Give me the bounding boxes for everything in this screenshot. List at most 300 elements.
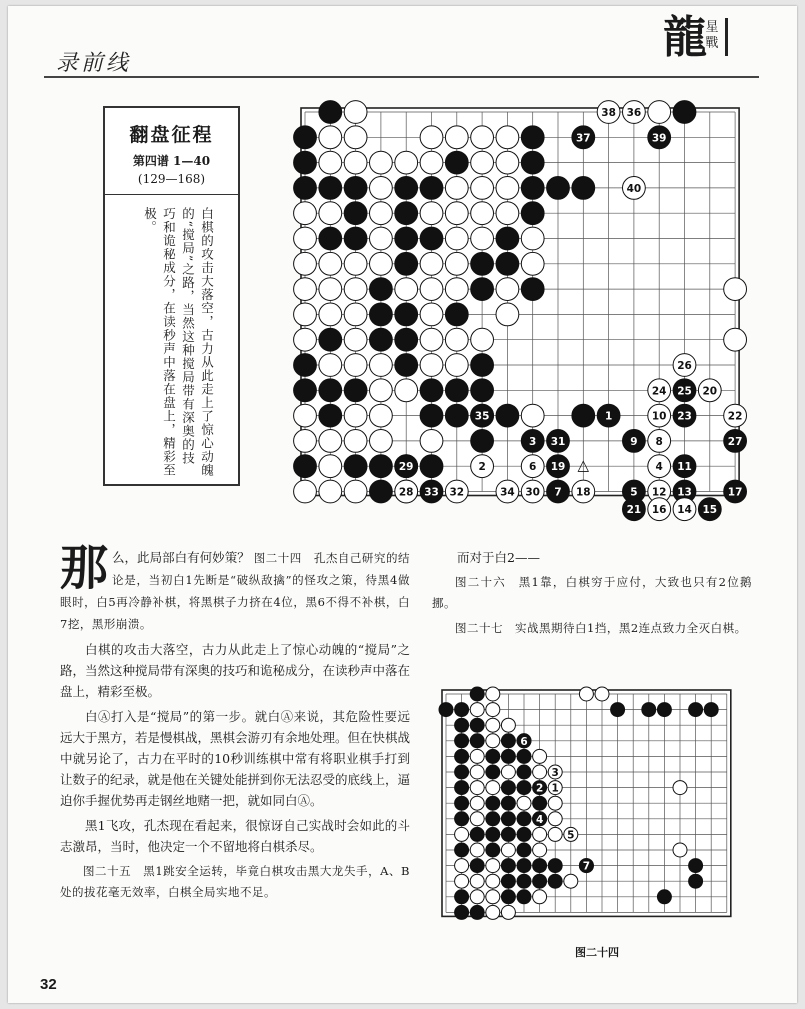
white-stone [370, 404, 393, 427]
white-stone [471, 328, 494, 351]
black-stone [370, 303, 393, 326]
white-stone [319, 430, 342, 453]
black-stone [471, 278, 494, 301]
move-label: 33 [424, 486, 439, 499]
go-board-figure24 [438, 684, 756, 942]
page-number: 32 [40, 976, 57, 993]
black-stone [344, 227, 367, 250]
white-stone [395, 278, 418, 301]
white-stone [344, 430, 367, 453]
white-stone [319, 455, 342, 478]
white-stone [724, 328, 747, 351]
white-stone [470, 843, 484, 857]
black-stone [572, 177, 595, 200]
white-stone [486, 734, 500, 748]
white-stone [496, 202, 519, 225]
move-label: 1 [604, 410, 613, 423]
move-label: 22 [727, 410, 743, 423]
move-label: 2 [478, 461, 486, 474]
black-stone [395, 252, 418, 275]
white-stone [445, 252, 468, 275]
black-stone [486, 827, 500, 841]
black-stone [455, 812, 469, 826]
white-stone [648, 101, 671, 124]
white-stone [344, 278, 367, 301]
white-stone [294, 227, 317, 250]
black-stone [471, 354, 494, 377]
move-label: 35 [474, 410, 490, 423]
move-label: 39 [651, 132, 667, 145]
black-stone [470, 734, 484, 748]
white-stone [395, 379, 418, 402]
black-stone [517, 843, 531, 857]
white-stone [319, 303, 342, 326]
white-stone [724, 278, 747, 301]
white-stone [471, 227, 494, 250]
white-stone [344, 328, 367, 351]
white-stone [496, 126, 519, 149]
sidebar-range: (129—168) [137, 172, 206, 186]
white-stone [445, 177, 468, 200]
white-stone [319, 202, 342, 225]
white-stone [319, 278, 342, 301]
white-stone [533, 843, 547, 857]
white-stone [370, 151, 393, 174]
black-stone [572, 404, 595, 427]
move-label: 38 [601, 107, 616, 119]
white-stone [370, 430, 393, 453]
white-stone [445, 126, 468, 149]
black-stone [657, 703, 671, 717]
move-label: 2 [535, 782, 544, 795]
black-stone [294, 151, 317, 174]
move-label: 21 [626, 504, 642, 517]
move-label: 17 [727, 486, 743, 499]
white-stone [370, 252, 393, 275]
article-column-left [60, 540, 411, 907]
move-label: 7 [554, 486, 562, 499]
white-stone [370, 379, 393, 402]
white-stone [294, 328, 317, 351]
black-stone [657, 890, 671, 904]
black-stone [517, 749, 531, 763]
black-stone [517, 874, 531, 888]
black-stone [470, 859, 484, 873]
move-label: 27 [727, 435, 743, 448]
black-stone [521, 126, 544, 149]
black-stone [689, 703, 703, 717]
white-stone [496, 177, 519, 200]
black-stone [445, 379, 468, 402]
move-label: 7 [582, 860, 591, 873]
black-stone [395, 202, 418, 225]
move-label: 36 [626, 107, 642, 119]
move-label: 26 [677, 360, 692, 372]
move-label: 32 [449, 486, 465, 499]
white-stone [486, 859, 500, 873]
white-stone [470, 812, 484, 826]
move-label: 6 [529, 461, 537, 474]
black-stone [455, 796, 469, 810]
white-stone [521, 404, 544, 427]
black-stone [470, 905, 484, 919]
black-stone [704, 703, 718, 717]
white-stone [294, 404, 317, 427]
white-stone [521, 252, 544, 275]
black-stone [395, 303, 418, 326]
black-stone [395, 177, 418, 200]
black-stone [319, 227, 342, 250]
white-stone [370, 202, 393, 225]
magazine-page [8, 6, 797, 1003]
white-stone [319, 151, 342, 174]
white-stone [319, 354, 342, 377]
black-stone [319, 328, 342, 351]
white-stone [420, 328, 443, 351]
white-stone [548, 827, 562, 841]
white-stone [486, 703, 500, 717]
paragraph-1: 白棋的攻击大落空，古力从此走上了惊心动魄的“搅局”之路，当然这种搅局带有深奥的技巧和诡秘成分，在读秒声中落在盘上，精彩至极。 [60, 642, 411, 699]
sidebar-title: 翻盘征程 [129, 124, 214, 146]
move-label: 4 [655, 461, 663, 474]
black-stone [517, 890, 531, 904]
move-label: 1 [551, 782, 559, 795]
black-stone [455, 718, 469, 732]
black-stone [294, 379, 317, 402]
black-stone [689, 859, 703, 873]
white-stone [470, 765, 484, 779]
white-stone [470, 796, 484, 810]
black-stone [486, 765, 500, 779]
black-stone [521, 151, 544, 174]
black-stone [455, 749, 469, 763]
black-stone [501, 890, 515, 904]
black-stone [642, 703, 656, 717]
paragraph-4: 而对于白2—— [457, 550, 540, 565]
black-stone [294, 126, 317, 149]
white-stone [471, 126, 494, 149]
white-stone [533, 765, 547, 779]
logo-small-text: 星戰 [705, 20, 719, 51]
black-stone [486, 749, 500, 763]
black-stone [420, 404, 443, 427]
black-stone [470, 687, 484, 701]
magazine-logo [663, 12, 739, 70]
black-stone [471, 252, 494, 275]
black-stone [517, 765, 531, 779]
white-stone [445, 278, 468, 301]
black-stone [420, 379, 443, 402]
black-stone [294, 177, 317, 200]
black-stone [533, 874, 547, 888]
move-label: 40 [626, 182, 642, 195]
white-stone [496, 278, 519, 301]
white-stone [344, 354, 367, 377]
sidebar-box [103, 106, 240, 486]
black-stone [344, 455, 367, 478]
white-stone [470, 749, 484, 763]
move-label: 24 [651, 385, 667, 398]
black-stone [517, 827, 531, 841]
black-stone [420, 177, 443, 200]
black-stone [533, 796, 547, 810]
black-stone [471, 430, 494, 453]
white-stone [420, 126, 443, 149]
black-stone [521, 177, 544, 200]
white-stone [294, 252, 317, 275]
move-label: 25 [677, 385, 692, 398]
fig26-note: 图二十六 黑1靠，白棋穷于应付，大致也只有2位鹅挪。 [432, 575, 752, 610]
black-stone [548, 874, 562, 888]
black-stone [294, 455, 317, 478]
white-stone [344, 101, 367, 124]
black-stone [501, 796, 515, 810]
black-stone [319, 101, 342, 124]
white-stone [370, 354, 393, 377]
white-stone [471, 202, 494, 225]
black-stone [445, 151, 468, 174]
move-label: 5 [630, 486, 638, 499]
move-label: 37 [575, 132, 591, 145]
white-stone [420, 151, 443, 174]
black-stone [486, 796, 500, 810]
white-stone [395, 151, 418, 174]
white-stone [344, 252, 367, 275]
black-stone [319, 404, 342, 427]
white-stone [344, 404, 367, 427]
black-stone [370, 480, 393, 503]
fig24-note: 图二十四 孔杰自己研究的结论是，当初白1先断是“破纵敌擒”的怪攻之策，待黑4做眼时，白5再冷静补棋，将黑棋子力挤在4位，黑6不得不补棋，白7挖，黑形崩溃。 [60, 551, 410, 631]
black-stone [370, 278, 393, 301]
move-label: 18 [575, 486, 591, 499]
black-stone [521, 202, 544, 225]
white-stone [420, 303, 443, 326]
move-label: 15 [702, 504, 718, 517]
white-stone [501, 905, 515, 919]
black-stone [517, 781, 531, 795]
white-stone [471, 177, 494, 200]
fig25-note: 图二十五 黑1跳安全运转，毕竟白棋攻击黑大龙失手，A、B处的拔花毫无效率，白棋全局实地不足。 [60, 864, 410, 899]
white-stone [470, 890, 484, 904]
logo-dragon-char: 龍 [663, 12, 707, 63]
section-title: 录前线 [56, 51, 132, 76]
black-stone [455, 905, 469, 919]
move-label: 9 [630, 435, 638, 448]
black-stone [496, 252, 519, 275]
black-stone [471, 379, 494, 402]
dropcap: 那 [60, 540, 109, 596]
white-stone [294, 480, 317, 503]
white-stone [294, 202, 317, 225]
article-column-right [432, 547, 752, 643]
black-stone [501, 749, 515, 763]
white-stone [294, 430, 317, 453]
black-stone [294, 354, 317, 377]
move-label: 23 [677, 410, 692, 423]
black-stone [533, 859, 547, 873]
black-stone [501, 859, 515, 873]
white-stone [548, 796, 562, 810]
black-stone [344, 379, 367, 402]
black-stone [689, 874, 703, 888]
move-label: 31 [550, 435, 566, 448]
white-stone [420, 252, 443, 275]
white-stone [420, 354, 443, 377]
sidebar-vertical-text: 白棋的攻击大落空，古力从此走上了惊心动魄的“搅局”之路，当然这种搅局带有深奥的技巧和诡秘成分，在读秒声中落在盘上，精彩至极。 [142, 207, 215, 477]
black-stone [470, 827, 484, 841]
white-stone [533, 749, 547, 763]
white-stone [445, 202, 468, 225]
black-stone [455, 765, 469, 779]
white-stone [294, 303, 317, 326]
black-stone [517, 859, 531, 873]
move-label: 34 [500, 486, 515, 499]
black-stone [395, 354, 418, 377]
white-stone [319, 480, 342, 503]
move-label: 6 [520, 735, 528, 748]
black-stone [496, 227, 519, 250]
move-label: 3 [529, 435, 537, 448]
white-stone [486, 890, 500, 904]
move-label: 10 [651, 410, 667, 423]
move-label: 29 [398, 461, 414, 474]
white-stone [533, 827, 547, 841]
fig27-note: 图二十七 实战黑期待白1挡，黑2连点致力全灭白棋。 [455, 621, 747, 635]
intro-text: 么，此局部白有何妙策？ [112, 550, 250, 565]
move-label: △ [577, 456, 590, 475]
paragraph-3: 黑1飞攻，孔杰现在看起来，很惊讶自己实战时会如此的斗志激昂，当时，他决定一个不留地将白棋杀尽。 [60, 818, 410, 854]
black-stone [370, 328, 393, 351]
white-stone [455, 874, 469, 888]
move-label: 19 [550, 461, 566, 474]
white-stone [470, 703, 484, 717]
black-stone [445, 404, 468, 427]
black-stone [395, 227, 418, 250]
white-stone [445, 354, 468, 377]
white-stone [501, 843, 515, 857]
white-stone [564, 874, 578, 888]
black-stone [470, 718, 484, 732]
white-stone [344, 151, 367, 174]
move-label: 16 [651, 504, 667, 517]
black-stone [319, 379, 342, 402]
move-label: 14 [677, 504, 692, 517]
white-stone [445, 227, 468, 250]
white-stone [673, 843, 687, 857]
white-stone [673, 781, 687, 795]
white-stone [486, 874, 500, 888]
black-stone [455, 734, 469, 748]
move-label: 3 [551, 767, 559, 779]
black-stone [501, 734, 515, 748]
black-stone [455, 843, 469, 857]
move-label: 12 [651, 486, 667, 499]
white-stone [486, 687, 500, 701]
black-stone [344, 202, 367, 225]
white-stone [501, 718, 515, 732]
black-stone [501, 827, 515, 841]
move-label: 4 [535, 813, 544, 826]
black-stone [455, 703, 469, 717]
black-stone [486, 812, 500, 826]
black-stone [521, 278, 544, 301]
white-stone [344, 126, 367, 149]
black-stone [370, 455, 393, 478]
black-stone [673, 101, 696, 124]
move-label: 28 [398, 486, 414, 499]
white-stone [420, 278, 443, 301]
white-stone [455, 827, 469, 841]
black-stone [496, 404, 519, 427]
white-stone [420, 430, 443, 453]
white-stone [496, 151, 519, 174]
move-label: 11 [677, 461, 692, 474]
move-label: 5 [567, 829, 575, 842]
white-stone [344, 480, 367, 503]
black-stone [420, 227, 443, 250]
white-stone [501, 765, 515, 779]
move-label: 13 [677, 486, 692, 499]
header-divider [44, 76, 759, 78]
move-label: 30 [525, 486, 541, 499]
black-stone [611, 703, 625, 717]
figure-caption: 图二十四 [575, 946, 619, 959]
black-stone [501, 781, 515, 795]
white-stone [344, 303, 367, 326]
white-stone [370, 227, 393, 250]
black-stone [547, 177, 570, 200]
black-stone [344, 177, 367, 200]
white-stone [486, 718, 500, 732]
white-stone [579, 687, 593, 701]
white-stone [420, 202, 443, 225]
white-stone [486, 781, 500, 795]
white-stone [521, 227, 544, 250]
white-stone [319, 126, 342, 149]
black-stone [517, 812, 531, 826]
go-board-main [296, 102, 754, 517]
paragraph-2: 白Ⓐ打入是“搅局”的第一步。就白Ⓐ来说，其危险性要远远大于黑方，若是慢棋战，黑棋会游刃有余地处理。但在快棋战中就另论了，古力在平时的10秒训练棋中常有将职业棋手打到让数子的纪录，就是他在关键处能拼到你无法忍受的底线上，逼迫你手握优势再走钢丝地赌一把，就如同白Ⓐ。 [60, 709, 411, 808]
white-stone [471, 151, 494, 174]
black-stone [319, 177, 342, 200]
black-stone [445, 303, 468, 326]
white-stone [470, 781, 484, 795]
move-label: 8 [655, 435, 663, 448]
logo-bar [725, 18, 728, 56]
white-stone [533, 890, 547, 904]
white-stone [496, 303, 519, 326]
white-stone [470, 874, 484, 888]
black-stone [486, 843, 500, 857]
white-stone [294, 278, 317, 301]
black-stone [501, 812, 515, 826]
white-stone [517, 796, 531, 810]
black-stone [455, 781, 469, 795]
white-stone [319, 252, 342, 275]
black-stone [548, 859, 562, 873]
sidebar-subtitle: 第四谱 1—40 [132, 154, 211, 168]
black-stone [439, 703, 453, 717]
white-stone [548, 812, 562, 826]
black-stone [455, 890, 469, 904]
white-stone [455, 859, 469, 873]
white-stone [445, 328, 468, 351]
sidebar-divider [105, 194, 238, 195]
white-stone [486, 905, 500, 919]
black-stone [501, 874, 515, 888]
white-stone [370, 177, 393, 200]
black-stone [395, 328, 418, 351]
